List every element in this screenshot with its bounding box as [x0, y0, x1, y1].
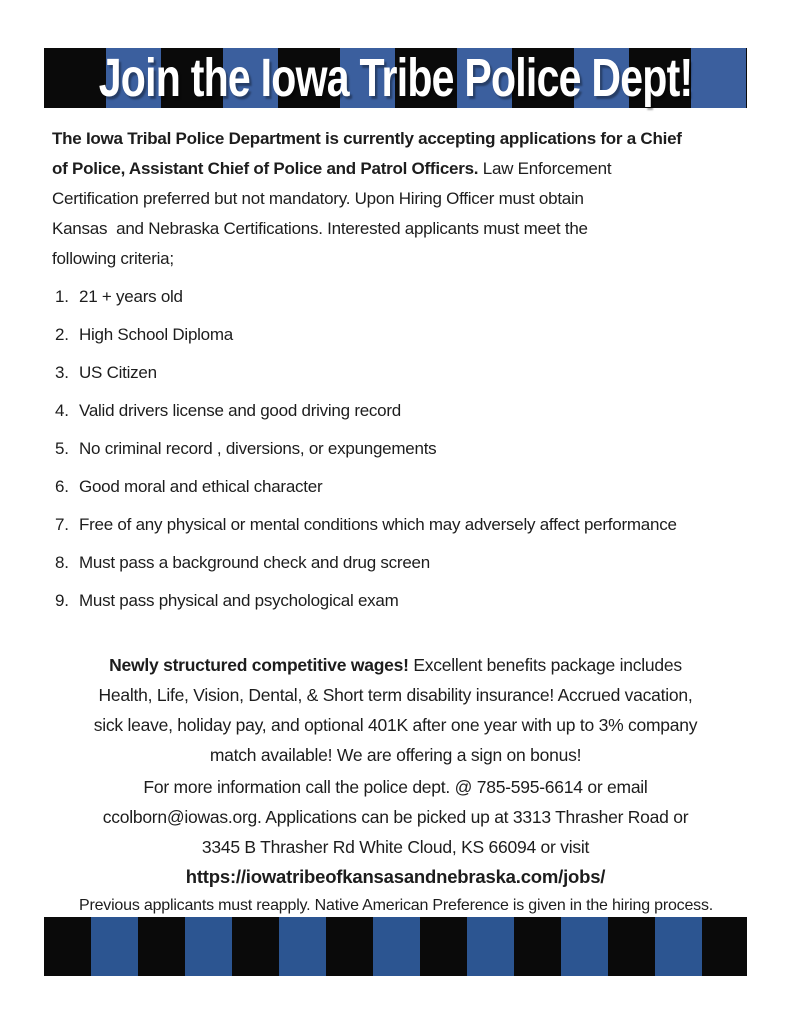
list-item	[55, 320, 745, 350]
list-item-number: 3.	[55, 363, 69, 382]
intro-line: following criteria;	[52, 249, 174, 268]
list-item-text: Valid drivers license and good driving record	[79, 401, 402, 420]
list-item-text: No criminal record , diversions, or expungements	[79, 439, 437, 458]
benefits-paragraph	[44, 650, 747, 770]
list-item	[55, 358, 745, 388]
list-item	[55, 510, 745, 540]
contact-line: 3345 B Thrasher Rd White Cloud, KS 66094 or visit	[201, 837, 590, 857]
striped-banner-bottom	[44, 917, 747, 976]
list-item	[55, 472, 745, 502]
benefits-line: Health, Life, Vision, Dental, & Short term disability insurance! Accrued vacation,	[98, 685, 693, 705]
list-item-text: Free of any physical or mental conditions which may adversely affect performance	[79, 515, 677, 534]
intro-line: of Police, Assistant Chief of Police and Patrol Officers. Law Enforcement	[52, 159, 612, 178]
list-item-text: US Citizen	[79, 363, 157, 382]
list-item-number: 9.	[55, 591, 69, 610]
list-item-number: 4.	[55, 401, 69, 420]
intro-line: Kansas and Nebraska Certifications. Interested applicants must meet the	[52, 219, 588, 238]
intro-line: Certification preferred but not mandatory. Upon Hiring Officer must obtain	[52, 189, 584, 208]
benefits-line: match available! We are offering a sign on bonus!	[209, 745, 582, 765]
list-item-text: High School Diploma	[79, 325, 233, 344]
list-item	[55, 586, 745, 616]
reapply-note: Previous applicants must reapply. Native American Preference is given in the hiring process.	[78, 897, 714, 914]
list-item-text: Must pass a background check and drug screen	[79, 553, 430, 572]
list-item-text: Good moral and ethical character	[79, 477, 323, 496]
list-item-number: 8.	[55, 553, 69, 572]
contact-line: For more information call the police dept. @ 785-595-6614 or email	[143, 777, 648, 797]
striped-banner-top	[44, 48, 747, 108]
list-item	[55, 548, 745, 578]
jobs-url: https://iowatribeofkansasandnebraska.com/jobs/	[185, 866, 606, 887]
list-item	[55, 282, 745, 312]
list-item-number: 6.	[55, 477, 69, 496]
list-item-number: 2.	[55, 325, 69, 344]
list-item-number: 1.	[55, 287, 69, 306]
intro-line: The Iowa Tribal Police Department is currently accepting applications for a Chief	[52, 129, 682, 148]
list-item	[55, 396, 745, 426]
list-item	[55, 434, 745, 464]
flyer-title: Join the Iowa Tribe Police Dept!	[98, 48, 693, 108]
list-item-text: Must pass physical and psychological exam	[79, 591, 399, 610]
list-item-text: 21 + years old	[79, 287, 183, 306]
benefits-line: Newly structured competitive wages! Excellent benefits package includes	[109, 655, 682, 675]
list-item-number: 5.	[55, 439, 69, 458]
list-item-number: 7.	[55, 515, 69, 534]
benefits-line: sick leave, holiday pay, and optional 401K after one year with up to 3% company	[93, 715, 698, 735]
contact-paragraph	[44, 772, 747, 862]
criteria-list	[55, 282, 745, 624]
contact-line: ccolborn@iowas.org. Applications can be picked up at 3313 Thrasher Road or	[102, 807, 689, 827]
intro-paragraph	[52, 124, 752, 274]
